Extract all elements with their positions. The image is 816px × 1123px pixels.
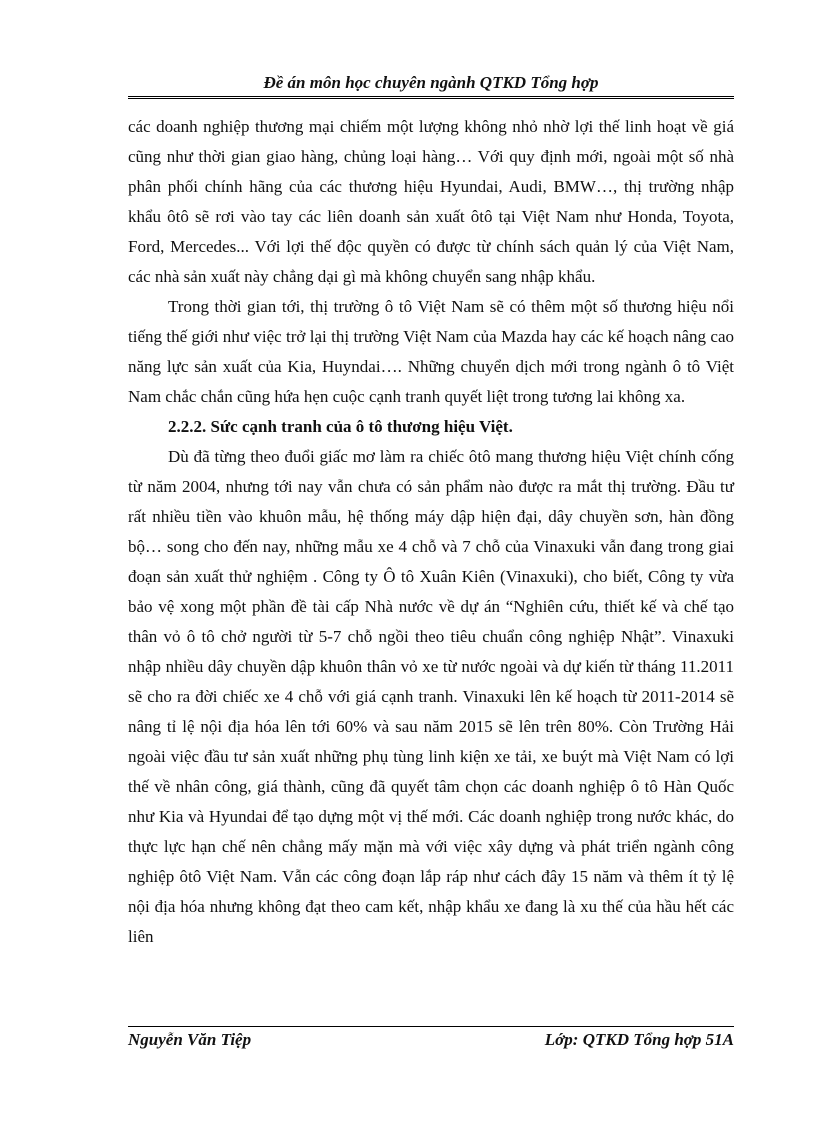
document-body [128, 112, 734, 952]
paragraph-vietnam-brand: Dù đã từng theo đuổi giấc mơ làm ra chiếc ôtô mang thương hiệu Việt chính cống từ năm 2004, nhưng tới nay vẫn chưa có sản phẩm nào được ra mắt thị trường. Đầu tư rất nhiều tiền vào khuôn mẫu, hệ thống máy dập hiện đại, dây chuyền sơn, hàn đồng bộ… song cho đến nay, những mẫu xe 4 chỗ và 7 chỗ của Vinaxuki vẫn đang trong giai đoạn sản xuất thử nghiệm . Công ty Ô tô Xuân Kiên (Vinaxuki), cho biết, Công ty vừa bảo vệ xong một phần đề tài cấp Nhà nước về dự án “Nghiên cứu, thiết kế và chế tạo thân vỏ ô tô chở người từ 5-7 chỗ ngồi theo tiêu chuẩn công nghiệp Nhật”. Vinaxuki nhập nhiều dây chuyền dập khuôn thân vỏ xe từ nước ngoài và dự kiến từ tháng 11.2011 sẽ cho ra đời chiếc xe 4 chỗ với giá cạnh tranh. Vinaxuki lên kế hoạch từ 2011-2014 sẽ nâng tỉ lệ nội địa hóa lên tới 60% và sau năm 2015 sẽ lên trên 80%. Còn Trường Hải ngoài việc đầu tư sản xuất những phụ tùng linh kiện xe tải, xe buýt mà Việt Nam có lợi thế về nhân công, giá thành, cũng đã quyết tâm chọn các doanh nghiệp ô tô Hàn Quốc như Kia và Hyundai để tạo dựng một vị thế mới. Các doanh nghiệp trong nước khác, do thực lực hạn chế nên chẳng mấy mặn mà với việc xây dựng và phát triển ngành công nghiệp ôtô Việt Nam. Vẫn các công đoạn lắp ráp như cách đây 15 năm và thêm ít tỷ lệ nội địa hóa nhưng không đạt theo cam kết, nhập khẩu xe đang là xu thế của hầu hết các liên [128, 447, 734, 946]
footer-divider [128, 1026, 734, 1027]
page-header-title: Đề án môn học chuyên ngành QTKD Tổng hợp [263, 73, 599, 92]
page-footer [128, 1029, 734, 1051]
section-heading: 2.2.2. Sức cạnh tranh của ô tô thương hiệu Việt. [168, 417, 513, 436]
footer-class: Lớp: QTKD Tổng hợp 51A [544, 1030, 734, 1049]
paragraph-continuation: các doanh nghiệp thương mại chiếm một lượng không nhỏ nhờ lợi thế linh hoạt về giá cũng như thời gian giao hàng, chủng loại hàng… Với quy định mới, ngoài một số nhà phân phối chính hãng của các thương hiệu Hyundai, Audi, BMW…, thị trường nhập khẩu ôtô sẽ rơi vào tay các liên doanh sản xuất ôtô tại Việt Nam như Honda, Toyota, Ford, Mercedes... Với lợi thế độc quyền có được từ chính sách quản lý của Việt Nam, các nhà sản xuất này chẳng dại gì mà không chuyển sang nhập khẩu. [128, 117, 734, 286]
paragraph-market-outlook: Trong thời gian tới, thị trường ô tô Việt Nam sẽ có thêm một số thương hiệu nổi tiếng thế giới như việc trở lại thị trường Việt Nam của Mazda hay các kế hoạch nâng cao năng lực sản xuất của Kia, Huyndai…. Những chuyển dịch mới trong ngành ô tô Việt Nam chắc chắn cũng hứa hẹn cuộc cạnh tranh quyết liệt trong tương lai không xa. [128, 297, 734, 406]
footer-author: Nguyễn Văn Tiệp [128, 1030, 252, 1049]
header-divider [128, 96, 734, 99]
